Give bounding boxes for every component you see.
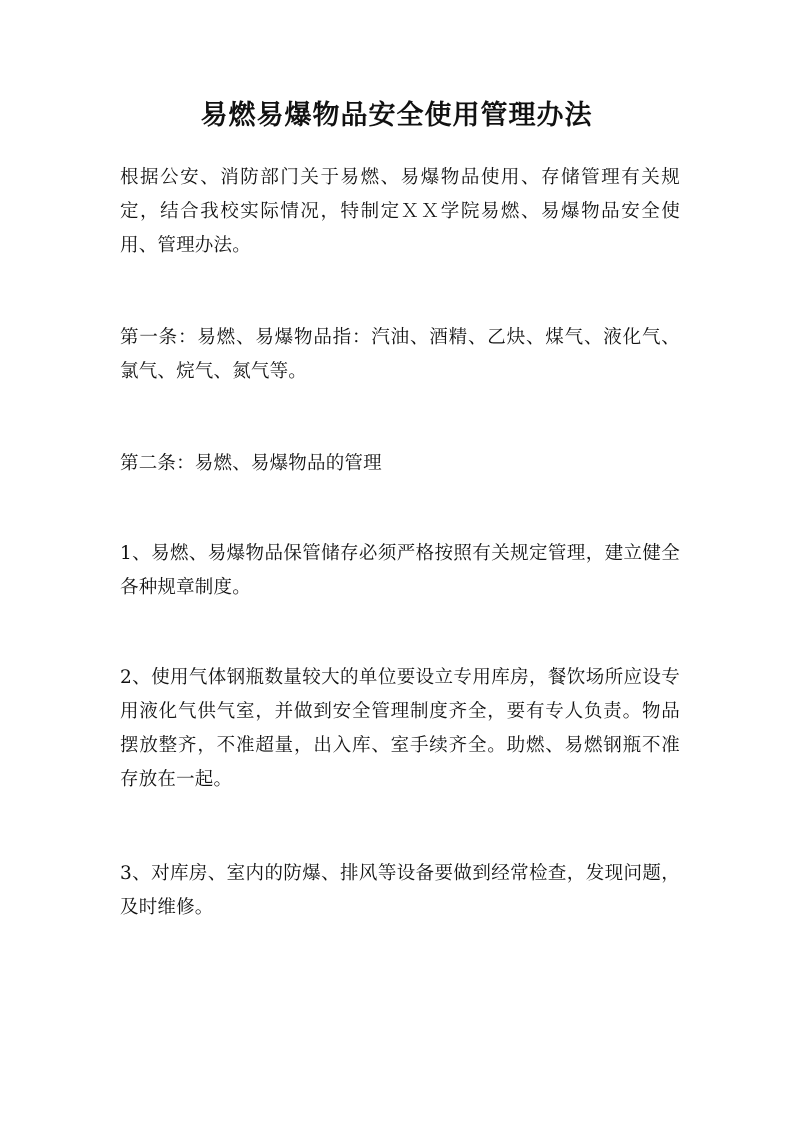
article-1-paragraph: 第一条：易燃、易爆物品指：汽油、酒精、乙炔、煤气、液化气、氯气、烷气、氮气等。 <box>120 327 680 382</box>
item-3-paragraph: 3、对库房、室内的防爆、排风等设备要做到经常检查，发现问题，及时维修。 <box>120 863 680 918</box>
item-1-paragraph: 1、易燃、易爆物品保管储存必须严格按照有关规定管理，建立健全各种规章制度。 <box>120 543 680 598</box>
item-2-paragraph: 2、使用气体钢瓶数量较大的单位要设立专用库房，餐饮场所应设专用液化气供气室，并做到安全管理制度齐全，要有专人负责。物品摆放整齐，不准超量，出入库、室手续齐全。助燃、易燃钢瓶不准存放在一起。 <box>120 667 680 790</box>
document-title: 易燃易爆物品安全使用管理办法 <box>200 100 593 131</box>
intro-paragraph: 根据公安、消防部门关于易燃、易爆物品使用、存储管理有关规定，结合我校实际情况，特制定ＸＸ学院易燃、易爆物品安全使用、管理办法。 <box>120 167 680 256</box>
article-2-heading: 第二条：易燃、易爆物品的管理 <box>120 453 382 474</box>
